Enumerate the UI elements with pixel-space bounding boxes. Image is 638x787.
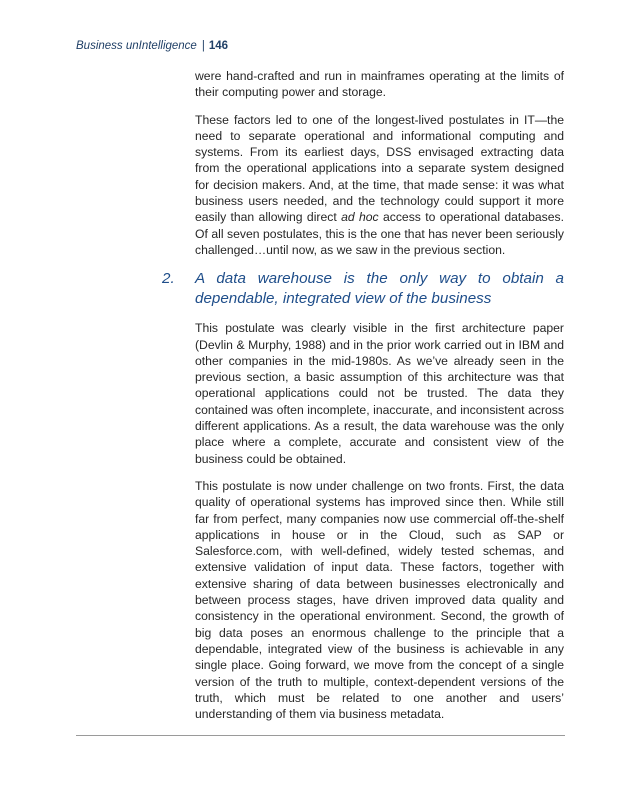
paragraph-challenge: This postulate is now under challenge on two fronts. First, the data quality of operational systems has improved since then. While still far from perfect, many companies now use commercial off-the-shelf applications in house or in the Cloud, such as SAP or Salesforce.com, with well-defined, widely tested schemas, and extensive validation of input data. These factors, together with extensive sharing of data between businesses electronically and between process stages, have driven improved data quality and consistency in the operational environment. Second, the growth of big data poses an enormous challenge to the principle that a dependable, integrated view of the business is achievable in any single place. Going forward, we move from the concept of a single version of the truth to multiple, context-dependent versions of the truth, which must be related to one another and users’ understanding of them via business metadata. bbox=[195, 478, 564, 722]
paragraph-factors-end: access to operational databases. Of all seven postulates, this is the one that has never been seriously challenged…until now, as we saw in the previous section. bbox=[195, 210, 565, 257]
ad-hoc-term: ad hoc bbox=[341, 210, 379, 225]
section-heading bbox=[162, 269, 564, 309]
paragraph-postulate: This postulate was clearly visible in the first architecture paper (Devlin & Murphy, 1988) and in the prior work carried out in IBM and other companies in the mid-1980s. As we’ve already seen in the previous section, a basic assumption of this architecture was that operational applications could not be trusted. The data they contained was often incomplete, inaccurate, and inconsistent across different applications. As a result, the data warehouse was the only place where a complete, accurate and consistent view of the business could be obtained. bbox=[195, 321, 564, 466]
footer-divider bbox=[76, 735, 565, 736]
paragraph-factors bbox=[195, 112, 564, 259]
page-number: 146 bbox=[208, 40, 229, 52]
paragraph-continuation: were hand-crafted and run in mainframes operating at the limits of their computing power and storage. bbox=[195, 69, 564, 100]
page-body bbox=[162, 68, 565, 733]
heading-text: A data warehouse is the only way to obtain a dependable, integrated view of the business bbox=[195, 270, 564, 308]
paragraph-factors-text: These factors led to one of the longest-lived postulates in IT—the need to separate operational and informational computing and systems. From its earliest days, DSS envisaged extracting data from the operational applications into a separate system designed for decision makers. And, at the time, that made sense: it was what business users needed, and the technology could support it more easily than allowing direct bbox=[195, 112, 564, 225]
running-header bbox=[76, 40, 228, 52]
heading-number: 2. bbox=[162, 270, 175, 288]
book-title: Business unIntelligence bbox=[76, 40, 197, 52]
header-separator: | bbox=[201, 40, 205, 52]
